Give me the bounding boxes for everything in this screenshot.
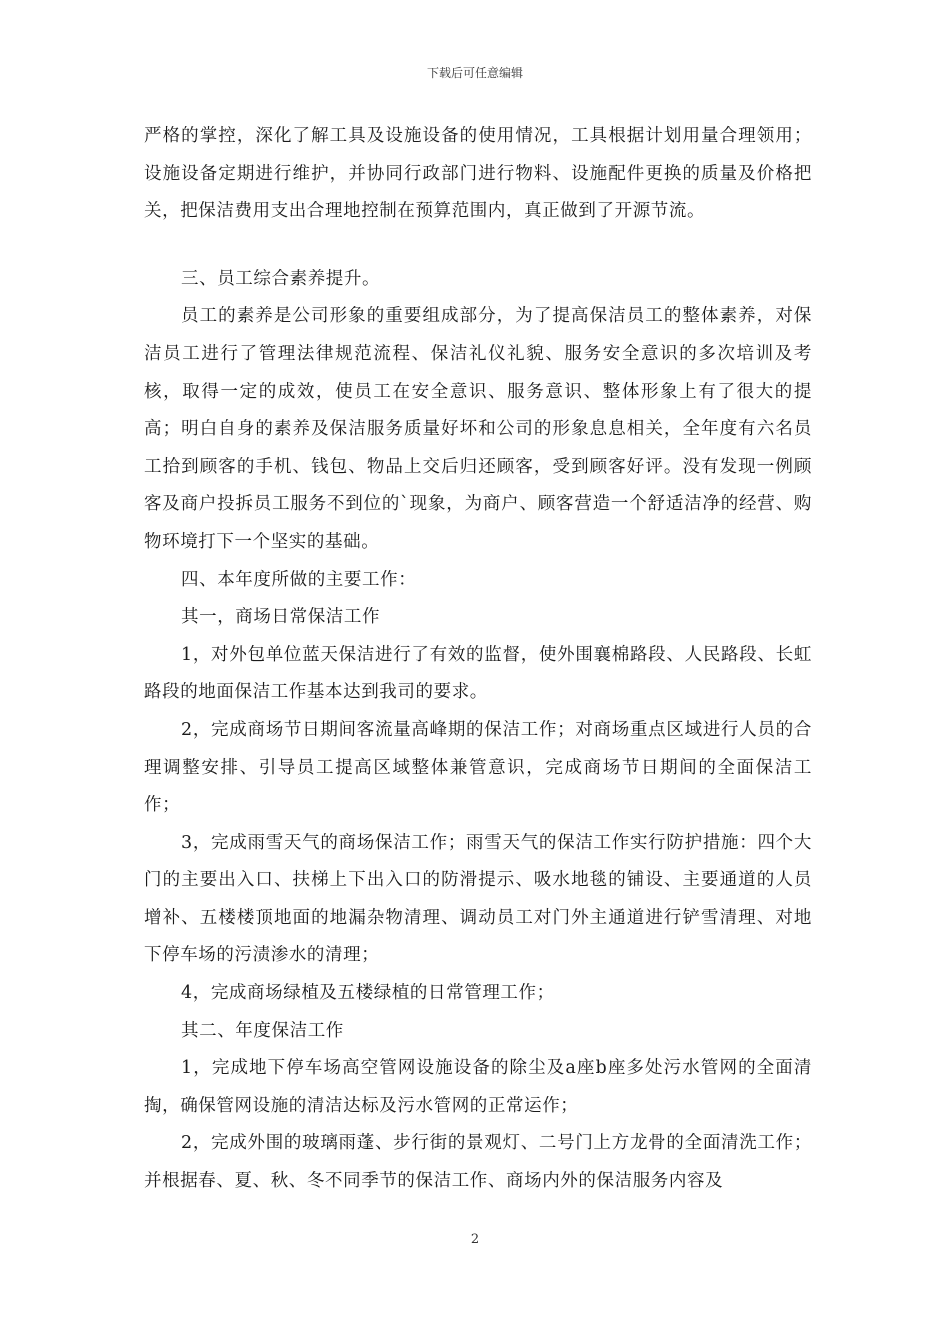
list-item-daily-2: 2，完成商场节日期间客流量高峰期的保洁工作；对商场重点区域进行人员的合理调整安排、引导员工提高区域整体兼管意识，完成商场节日期间的全面保洁工作； [144,719,812,816]
list-item-annual-1: 1，完成地下停车场高空管网设施设备的除尘及a座b座多处污水管网的全面清掏，确保管网设施的清洁达标及污水管网的正常运作； [144,1058,812,1116]
page-header: 下载后可任意编辑 [426,66,523,80]
list-item-daily-1: 1，对外包单位蓝天保洁进行了有效的监督，使外围襄棉路段、人民路段、长虹路段的地面保洁工作基本达到我司的要求。 [144,644,812,703]
subheading-annual-cleaning: 其二、年度保洁工作 [181,1020,344,1041]
section-heading-staff-quality: 三、员工综合素养提升。 [181,268,381,289]
list-item-daily-3: 3，完成雨雪天气的商场保洁工作；雨雪天气的保洁工作实行防护措施：四个大门的主要出入口、扶梯上下出入口的防滑提示、吸水地毯的铺设、主要通道的人员增补、五楼楼顶地面的地漏杂物清理、调动员工对门外主通道进行铲雪清理、对地下停车场的污渍渗水的清理； [144,832,812,966]
subheading-daily-cleaning: 其一，商场日常保洁工作 [181,607,381,628]
paragraph-cost-control: 严格的掌控，深化了解工具及设施设备的使用情况，工具根据计划用量合理领用；设施设备定期进行维护，并协同行政部门进行物料、设施配件更换的质量及价格把关，把保洁费用支出合理地控制在预算范围内，真正做到了开源节流。 [144,126,812,222]
paragraph-gap [144,231,812,261]
document-body [144,118,812,1201]
paragraph-staff-quality: 员工的素养是公司形象的重要组成部分，为了提高保洁员工的整体素养，对保洁员工进行了管理法律规范流程、保洁礼仪礼貌、服务安全意识的多次培训及考核，取得一定的成效，使员工在安全意识、服务意识、整体形象上有了很大的提高；明白自身的素养及保洁服务质量好坏和公司的形象息息相关，全年度有六名员工拾到顾客的手机、钱包、物品上交后归还顾客，受到顾客好评。没有发现一例顾客及商户投拆员工服务不到位的`现象，为商户、顾客营造一个舒适洁净的经营、购物环境打下一个坚实的基础。 [144,306,812,552]
section-heading-main-work: 四、本年度所做的主要工作： [181,569,417,590]
page-number: 2 [470,1232,480,1247]
list-item-daily-4: 4，完成商场绿植及五楼绿植的日常管理工作； [181,983,555,1004]
list-item-annual-2: 2，完成外围的玻璃雨蓬、步行街的景观灯、二号门上方龙骨的全面清洗工作；并根据春、夏、秋、冬不同季节的保洁工作、商场内外的保洁服务内容及 [144,1133,812,1192]
